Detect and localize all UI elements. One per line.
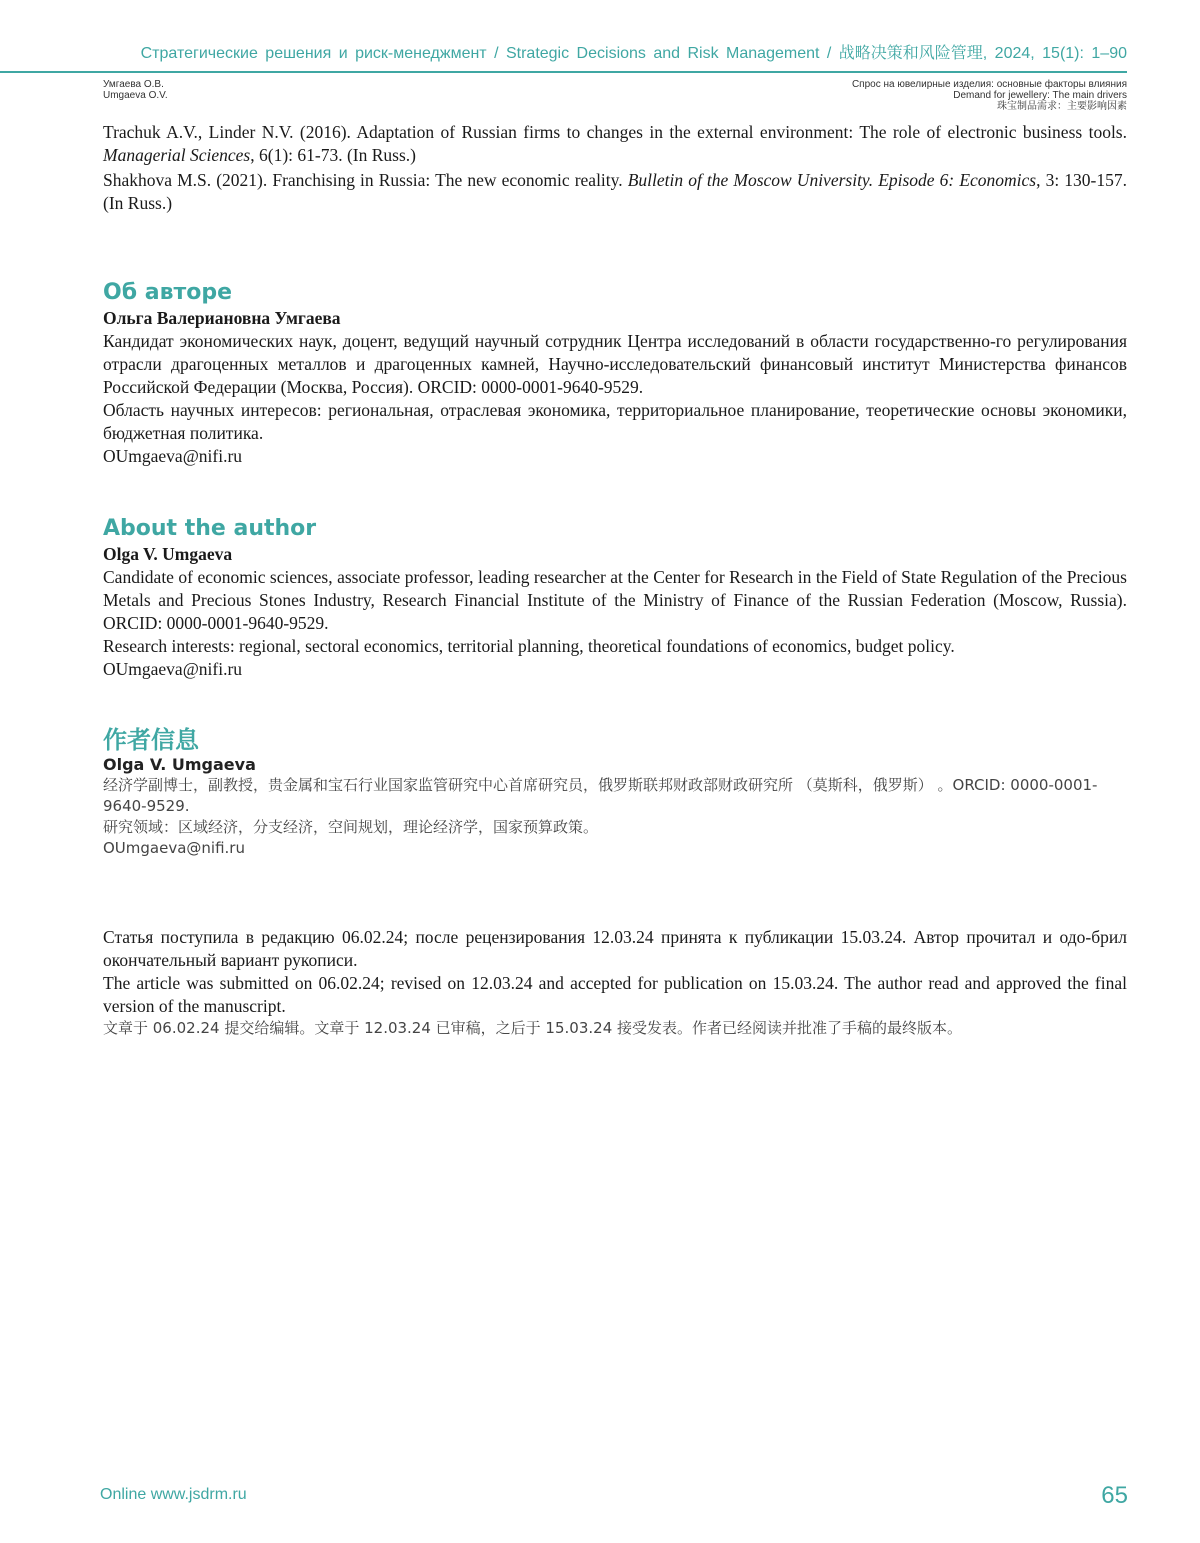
about-author-en xyxy=(103,515,1127,681)
author-name: Olga V. Umgaeva xyxy=(103,755,256,774)
reference-source: Bulletin of the Moscow University. Episode 6: Economics xyxy=(627,170,1037,190)
reference-text: Shakhova M.S. (2021). Franchising in Russia: The new economic reality. xyxy=(103,170,628,190)
author-interests: 研究领域：区域经济，分支经济，空间规划，理论经济学，国家预算政策。 xyxy=(103,818,599,836)
submission-cn: 文章于 06.02.24 提交给编辑。文章于 12.03.24 已审稿，之后于 15.03.24 接受发表。作者已经阅读并批准了手稿的最终版本。 xyxy=(103,1019,963,1037)
footer-website: Online www.jsdrm.ru xyxy=(100,1486,247,1503)
about-author-ru xyxy=(103,279,1127,468)
author-ru: Умгаева О.В. xyxy=(103,79,164,90)
running-head-title xyxy=(852,79,1127,112)
author-name: Ольга Валериановна Умгаева xyxy=(103,308,341,328)
submission-en: The article was submitted on 06.02.24; revised on 12.03.24 and accepted for publication on 15.03.24. The author read and approved the final version of the manuscript. xyxy=(103,973,1127,1016)
title-cn: 珠宝制品需求：主要影响因素 xyxy=(997,101,1127,112)
submission-info xyxy=(103,926,1127,1039)
author-email: OUmgaeva@nifi.ru xyxy=(103,446,243,466)
submission-ru: Статья поступила в редакцию 06.02.24; после рецензирования 12.03.24 принята к публикации 15.03.24. Автор прочитал и одо-брил окончательный вариант рукописи. xyxy=(103,927,1127,970)
section-heading: About the author xyxy=(103,516,317,541)
author-en: Umgaeva O.V. xyxy=(103,90,168,101)
author-name: Olga V. Umgaeva xyxy=(103,544,233,564)
author-email: OUmgaeva@nifi.ru xyxy=(103,659,243,679)
reference-item xyxy=(103,169,1127,215)
author-bio: Кандидат экономических наук, доцент, ведущий научный сотрудник Центра исследований в области государственно-го регулирования отрасли драгоценных металлов и драгоценных камней, Научно-исследовательский финансовый институт Министерства финансов Российской Федерации (Москва, Россия). ORCID: 0000-0001-9640-9529. xyxy=(103,331,1127,397)
title-en: Demand for jewellery: The main drivers xyxy=(953,90,1127,101)
author-interests: Область научных интересов: региональная, отраслевая экономика, территориальное планирование, теоретические основы экономики, бюджетная политика. xyxy=(103,400,1127,443)
journal-running-title: Стратегические решения и риск-менеджмент / Strategic Decisions and Risk Management / 战略决策和风险管理, 2024, 15(1): 1–90 xyxy=(140,45,1127,62)
author-bio: Candidate of economic sciences, associate professor, leading researcher at the Center for Research in the Field of State Regulation of the Precious Metals and Precious Stones Industry, Research Financial Institute of the Ministry of Finance of the Russian Federation (Moscow, Russia). ORCID: 0000-0001-9640-9529. xyxy=(103,567,1127,633)
about-author-cn xyxy=(103,725,1127,859)
author-interests: Research interests: regional, sectoral economics, territorial planning, theoretical foundations of economics, budget policy. xyxy=(103,636,955,656)
reference-details: , 3: 130-157. (In Russ.) xyxy=(103,170,1127,213)
running-head-author xyxy=(103,79,168,101)
reference-text: Trachuk A.V., Linder N.V. (2016). Adaptation of Russian firms to changes in the external environment: The role of electronic business tools. xyxy=(103,122,1127,142)
author-bio: 经济学副博士，副教授，贵金属和宝石行业国家监管研究中心首席研究员，俄罗斯联邦财政部财政研究所 （莫斯科，俄罗斯） 。ORCID: 0000-0001-9640-9529. xyxy=(103,776,1098,815)
title-ru: Спрос на ювелирные изделия: основные факторы влияния xyxy=(851,79,1127,90)
reference-list xyxy=(103,121,1127,215)
section-heading: Об авторе xyxy=(103,280,233,305)
author-email: OUmgaeva@nifi.ru xyxy=(103,839,245,857)
header-rule xyxy=(0,71,1127,73)
reference-item xyxy=(103,121,1127,167)
page-number: 65 xyxy=(1101,1482,1128,1509)
reference-source: Managerial Sciences xyxy=(103,145,251,165)
reference-details: , 6(1): 61-73. (In Russ.) xyxy=(250,145,416,165)
section-heading: 作者信息 xyxy=(103,726,199,754)
